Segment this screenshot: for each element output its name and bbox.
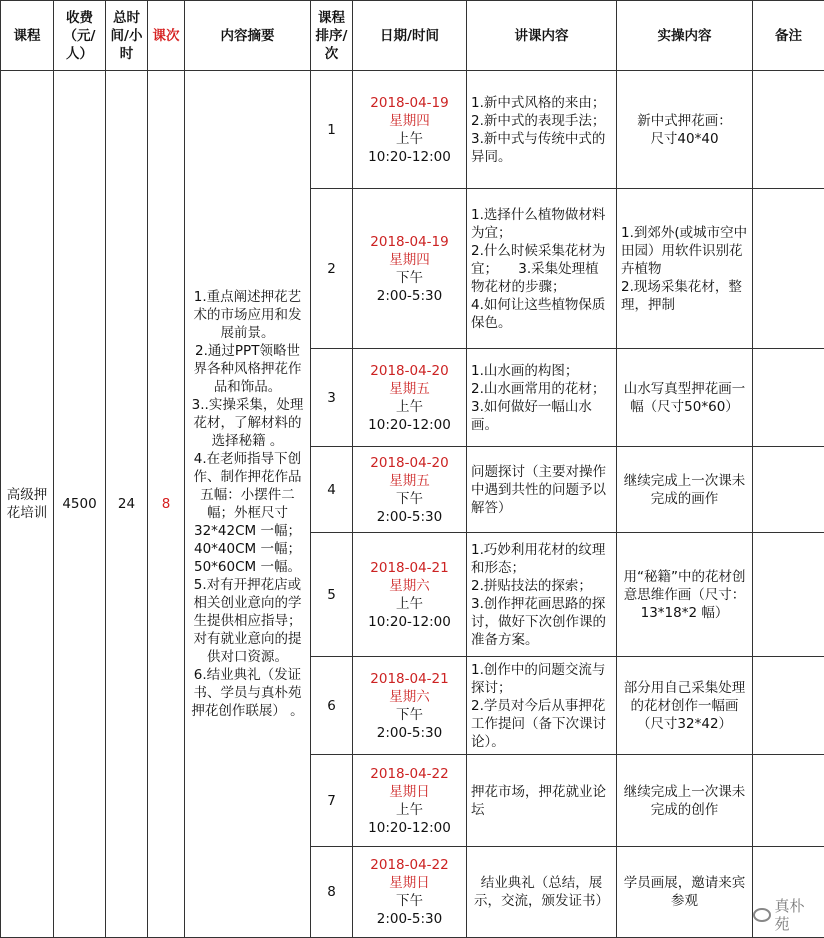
row-date: 2018-04-22 bbox=[357, 765, 462, 783]
row-practice bbox=[617, 189, 753, 349]
lecture-line: 3.新中式与传统中式的异同。 bbox=[471, 130, 612, 166]
practice-line: 学员画展，邀请来宾参观 bbox=[621, 874, 748, 910]
header-sessions: 课次 bbox=[148, 1, 185, 71]
header-practice: 实操内容 bbox=[617, 1, 753, 71]
row-lecture bbox=[467, 71, 617, 189]
row-datetime bbox=[353, 71, 467, 189]
row-period: 下午 bbox=[357, 892, 462, 910]
row-time: 10:20-12:00 bbox=[357, 819, 462, 837]
row-datetime bbox=[353, 533, 467, 657]
course-hours: 24 bbox=[106, 71, 148, 938]
row-lecture bbox=[467, 447, 617, 533]
header-course: 课程 bbox=[1, 1, 54, 71]
practice-line: 1.到郊外(或城市空中田园）用软件识别花卉植物 bbox=[621, 224, 748, 278]
lecture-line: 1.巧妙利用花材的纹理和形态； bbox=[471, 541, 612, 577]
practice-line: 继续完成上一次课未完成的画作 bbox=[621, 472, 748, 508]
header-hours: 总时间/小时 bbox=[106, 1, 148, 71]
row-datetime bbox=[353, 189, 467, 349]
row-notes bbox=[753, 71, 824, 189]
row-weekday: 星期五 bbox=[357, 380, 462, 398]
row-lecture bbox=[467, 847, 617, 938]
summary-item: 5.对有开押花店或相关创业意向的学生提供相应指导；对有就业意向的提供对口资源。 bbox=[189, 576, 306, 666]
row-order: 4 bbox=[311, 447, 353, 533]
row-practice bbox=[617, 349, 753, 447]
row-order: 7 bbox=[311, 755, 353, 847]
lecture-line: 2.什么时候采集花材为宜； 3.采集处理植物花材的步骤； bbox=[471, 242, 612, 296]
row-notes bbox=[753, 755, 824, 847]
header-datetime: 日期/时间 bbox=[353, 1, 467, 71]
row-notes bbox=[753, 847, 824, 938]
row-lecture bbox=[467, 657, 617, 755]
practice-line: 继续完成上一次课未完成的创作 bbox=[621, 783, 748, 819]
row-lecture bbox=[467, 189, 617, 349]
row-datetime bbox=[353, 349, 467, 447]
table-row bbox=[1, 71, 824, 189]
lecture-line: 2.学员对今后从事押花工作提问（备下次课讨论）。 bbox=[471, 697, 612, 751]
row-date: 2018-04-19 bbox=[357, 233, 462, 251]
summary-item: 1.重点阐述押花艺术的市场应用和发展前景。 bbox=[189, 288, 306, 342]
header-notes: 备注 bbox=[753, 1, 824, 71]
row-lecture bbox=[467, 349, 617, 447]
watermark bbox=[753, 897, 818, 933]
course-sessions: 8 bbox=[148, 71, 185, 938]
content-summary bbox=[185, 71, 311, 938]
row-notes bbox=[753, 189, 824, 349]
row-datetime bbox=[353, 755, 467, 847]
lecture-line: 1.创作中的问题交流与探讨； bbox=[471, 661, 612, 697]
row-time: 10:20-12:00 bbox=[357, 148, 462, 166]
row-date: 2018-04-20 bbox=[357, 362, 462, 380]
summary-item: 6.结业典礼（发证书、学员与真朴苑押花创作联展） 。 bbox=[189, 666, 306, 720]
row-time: 2:00-5:30 bbox=[357, 910, 462, 928]
course-name: 高级押花培训 bbox=[1, 71, 54, 938]
row-date: 2018-04-20 bbox=[357, 454, 462, 472]
row-order: 1 bbox=[311, 71, 353, 189]
lecture-line: 问题探讨（主要对操作中遇到共性的问题予以解答） bbox=[471, 463, 612, 517]
row-weekday: 星期六 bbox=[357, 688, 462, 706]
lecture-line: 2.山水画常用的花材； bbox=[471, 380, 612, 398]
row-period: 上午 bbox=[357, 801, 462, 819]
row-order: 5 bbox=[311, 533, 353, 657]
row-order: 6 bbox=[311, 657, 353, 755]
practice-line: 13*18*2 幅） bbox=[621, 604, 748, 622]
watermark-text: 真朴苑 bbox=[775, 897, 818, 933]
wechat-icon bbox=[753, 908, 771, 922]
row-practice bbox=[617, 847, 753, 938]
row-practice bbox=[617, 71, 753, 189]
row-period: 下午 bbox=[357, 490, 462, 508]
practice-line: 新中式押花画： bbox=[621, 112, 748, 130]
row-date: 2018-04-22 bbox=[357, 856, 462, 874]
lecture-line: 1.新中式风格的来由； bbox=[471, 94, 612, 112]
lecture-line: 结业典礼（总结，展示，交流，颁发证书） bbox=[471, 874, 612, 910]
row-order: 8 bbox=[311, 847, 353, 938]
row-practice bbox=[617, 657, 753, 755]
row-weekday: 星期五 bbox=[357, 472, 462, 490]
summary-item: 2.通过PPT领略世界各种风格押花作品和饰品。 bbox=[189, 342, 306, 396]
row-date: 2018-04-21 bbox=[357, 670, 462, 688]
lecture-line: 1.山水画的构图； bbox=[471, 362, 612, 380]
lecture-line: 2.新中式的表现手法； bbox=[471, 112, 612, 130]
row-practice bbox=[617, 533, 753, 657]
row-practice bbox=[617, 755, 753, 847]
row-weekday: 星期日 bbox=[357, 783, 462, 801]
header-order: 课程排序/次 bbox=[311, 1, 353, 71]
row-period: 上午 bbox=[357, 130, 462, 148]
lecture-line: 4.如何让这些植物保质保色。 bbox=[471, 296, 612, 332]
row-time: 10:20-12:00 bbox=[357, 416, 462, 434]
row-notes bbox=[753, 447, 824, 533]
row-order: 3 bbox=[311, 349, 353, 447]
row-time: 2:00-5:30 bbox=[357, 508, 462, 526]
row-date: 2018-04-21 bbox=[357, 559, 462, 577]
summary-item: 4.在老师指导下创作、制作押花作品五幅：小摆件二幅；外框尺寸32*42CM 一幅；40*40CM 一幅；50*60CM 一幅。 bbox=[189, 450, 306, 576]
practice-line: 用“秘籍”中的花材创意思维作画（尺寸： bbox=[621, 568, 748, 604]
row-weekday: 星期四 bbox=[357, 112, 462, 130]
lecture-line: 3.创作押花画思路的探讨，做好下次创作课的准备方案。 bbox=[471, 595, 612, 649]
row-notes bbox=[753, 533, 824, 657]
row-time: 2:00-5:30 bbox=[357, 287, 462, 305]
practice-line: 尺寸40*40 bbox=[621, 130, 748, 148]
header-row bbox=[1, 1, 824, 71]
row-period: 下午 bbox=[357, 269, 462, 287]
row-practice bbox=[617, 447, 753, 533]
row-lecture bbox=[467, 755, 617, 847]
summary-item: 3..实操采集，处理花材，了解材料的选择秘籍 。 bbox=[189, 396, 306, 450]
row-weekday: 星期日 bbox=[357, 874, 462, 892]
header-lecture: 讲课内容 bbox=[467, 1, 617, 71]
row-datetime bbox=[353, 847, 467, 938]
practice-line: 山水写真型押花画一幅（尺寸50*60） bbox=[621, 380, 748, 416]
practice-line: 2.现场采集花材，整理，押制 bbox=[621, 278, 748, 314]
lecture-line: 2.拼贴技法的探索； bbox=[471, 577, 612, 595]
lecture-line: 3.如何做好一幅山水画。 bbox=[471, 398, 612, 434]
row-date: 2018-04-19 bbox=[357, 94, 462, 112]
row-time: 2:00-5:30 bbox=[357, 724, 462, 742]
row-datetime bbox=[353, 657, 467, 755]
course-fee: 4500 bbox=[54, 71, 106, 938]
row-period: 上午 bbox=[357, 595, 462, 613]
row-weekday: 星期四 bbox=[357, 251, 462, 269]
header-summary: 内容摘要 bbox=[185, 1, 311, 71]
row-order: 2 bbox=[311, 189, 353, 349]
row-datetime bbox=[353, 447, 467, 533]
practice-line: 部分用自己采集处理的花材创作一幅画（尺寸32*42） bbox=[621, 679, 748, 733]
row-notes bbox=[753, 657, 824, 755]
row-time: 10:20-12:00 bbox=[357, 613, 462, 631]
row-period: 上午 bbox=[357, 398, 462, 416]
row-notes bbox=[753, 349, 824, 447]
lecture-line: 1.选择什么植物做材料为宜； bbox=[471, 206, 612, 242]
row-period: 下午 bbox=[357, 706, 462, 724]
row-lecture bbox=[467, 533, 617, 657]
lecture-line: 押花市场，押花就业论坛 bbox=[471, 783, 612, 819]
header-fee: 收费（元/人） bbox=[54, 1, 106, 71]
row-weekday: 星期六 bbox=[357, 577, 462, 595]
